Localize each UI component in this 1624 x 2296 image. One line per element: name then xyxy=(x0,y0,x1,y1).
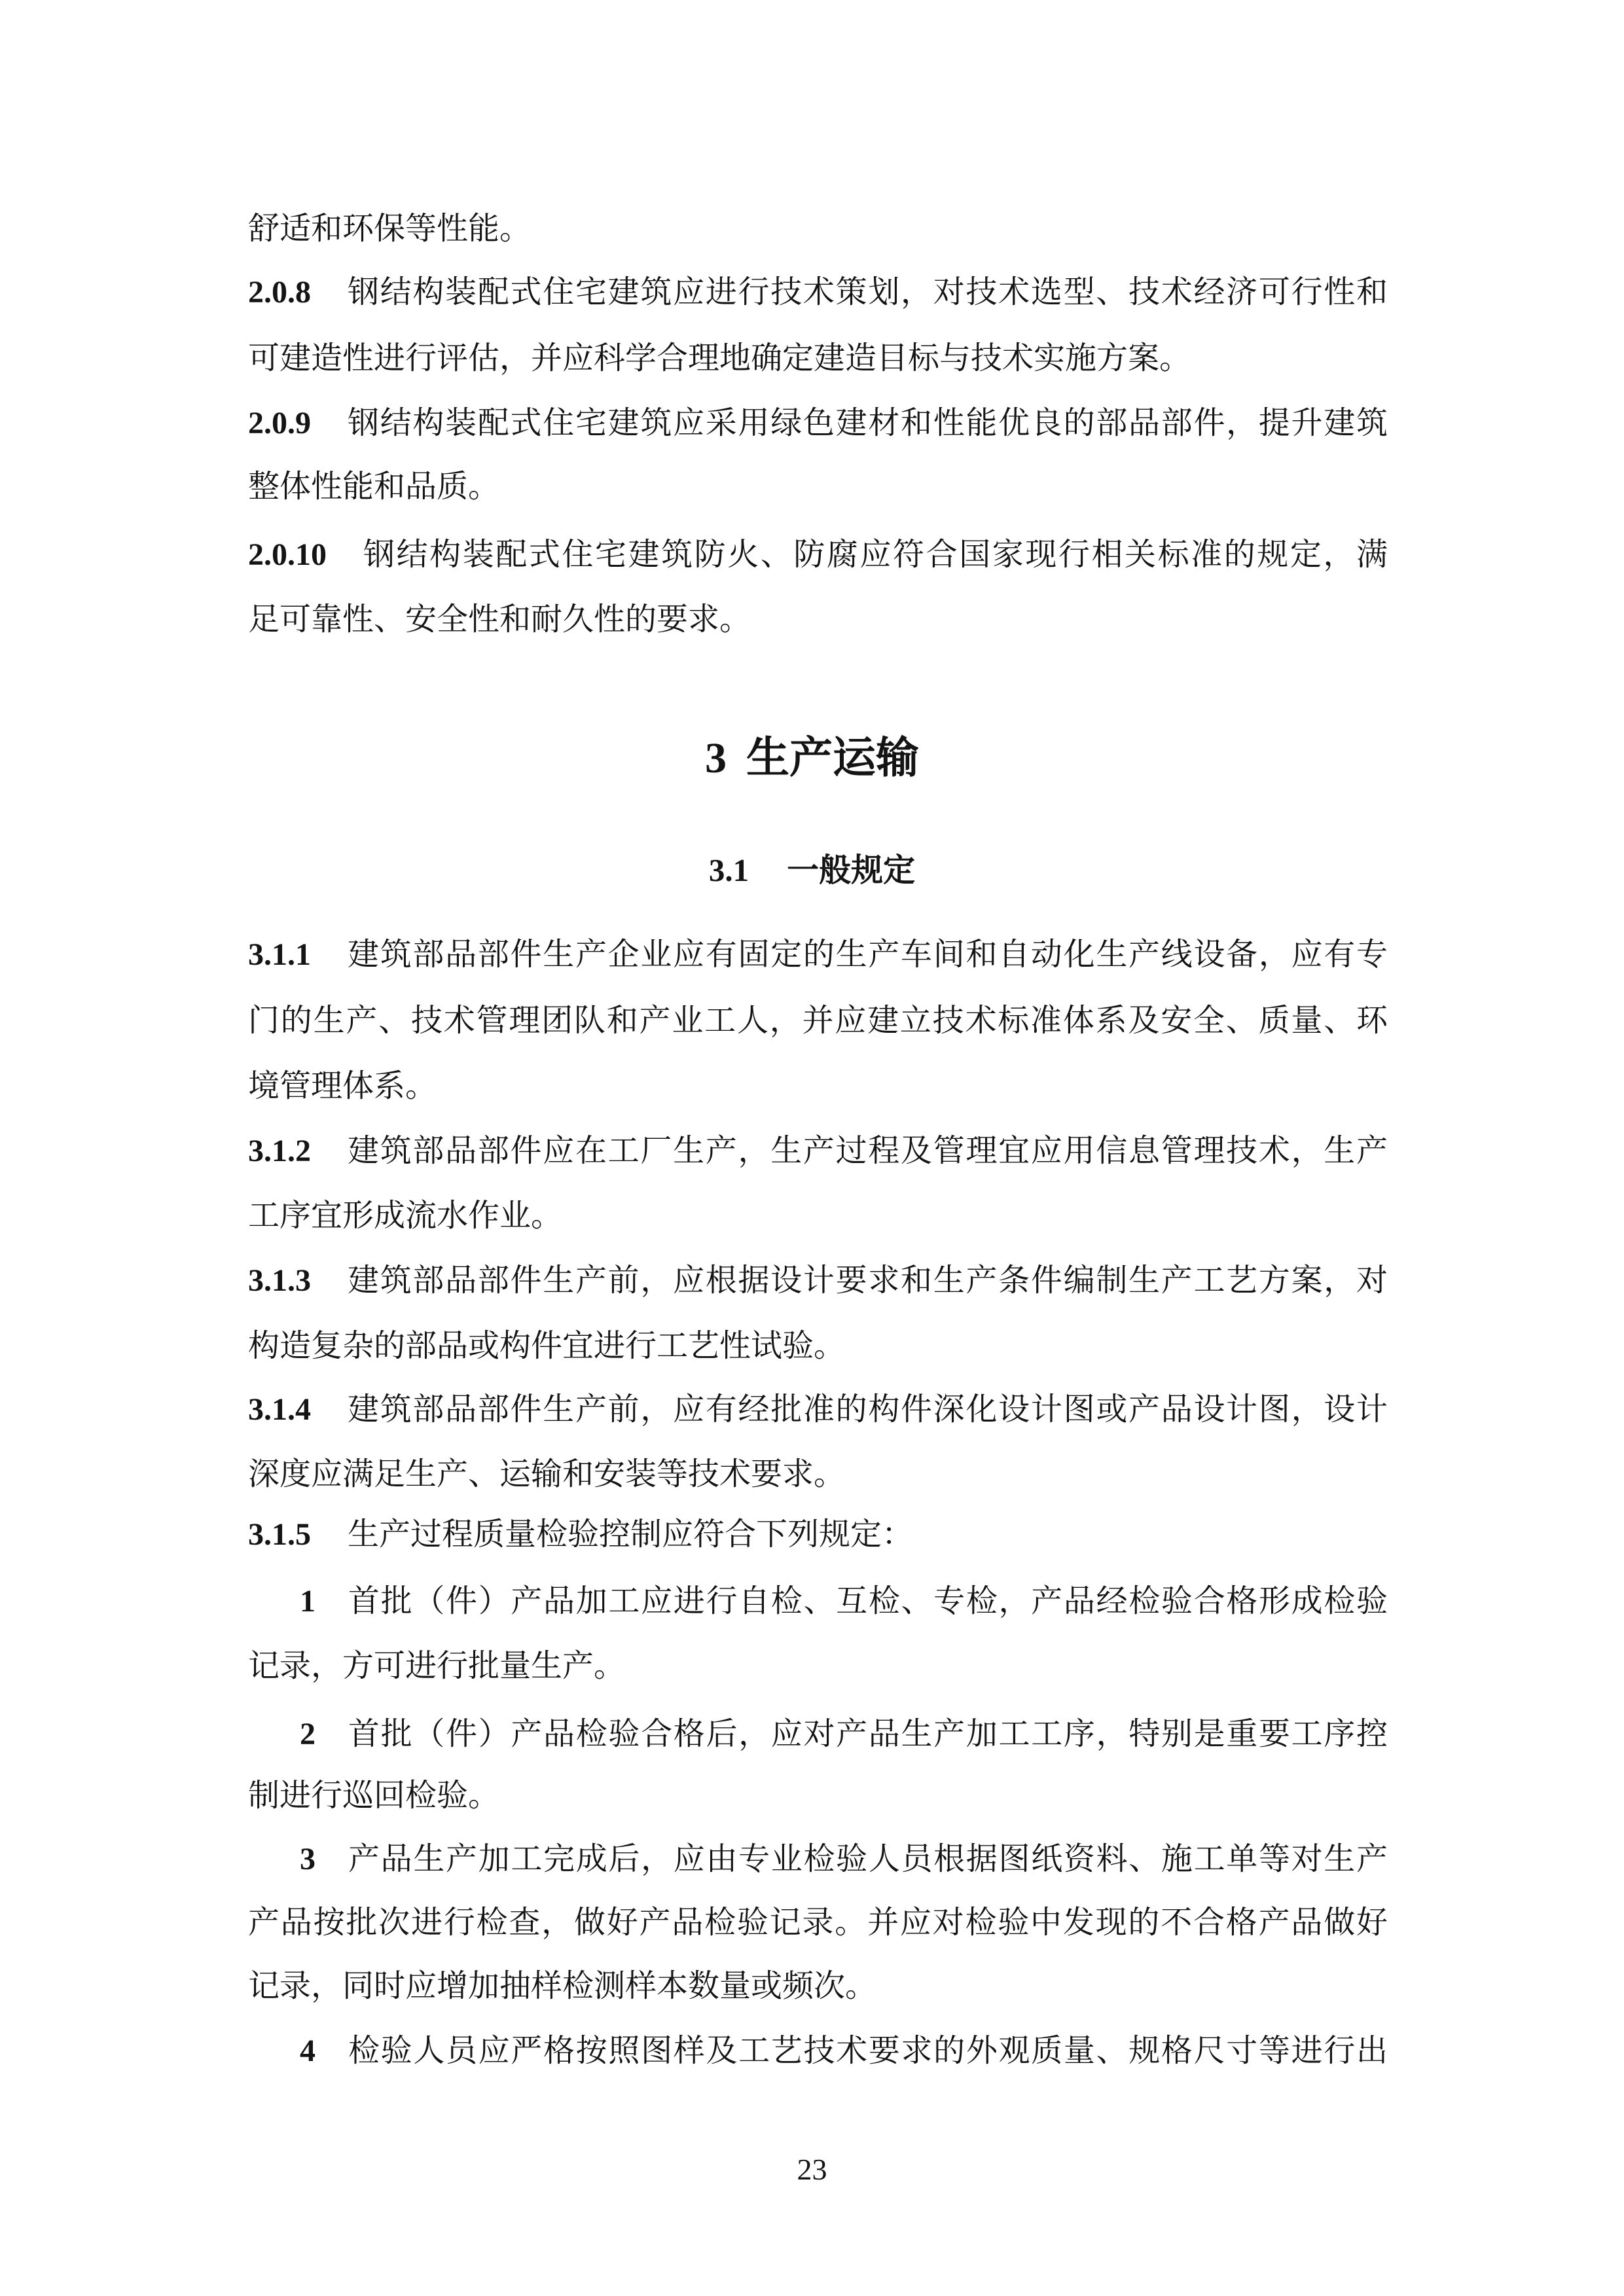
chapter-heading xyxy=(0,732,1624,785)
clause-line xyxy=(248,339,1388,378)
line-text: 产品按批次进行检查，做好产品检验记录。并应对检验中发现的不合格产品做好 xyxy=(248,1905,1388,1940)
clause-number: 3.1.5 xyxy=(248,1517,311,1552)
line-text: 整体性能和品质。 xyxy=(248,469,500,504)
clause-number: 3.1.4 xyxy=(248,1392,311,1427)
clause-number: 3.1.1 xyxy=(248,937,311,972)
continuation-line xyxy=(248,209,1388,249)
section-title: 一般规定 xyxy=(787,852,916,888)
line-text: 舒适和环保等性能。 xyxy=(248,211,532,246)
line-text: 首批（件）产品加工应进行自检、互检、专检，产品经检验合格形成检验 xyxy=(348,1584,1388,1619)
list-item-first-line xyxy=(248,1582,1388,1621)
list-item-line xyxy=(248,1967,1388,2006)
list-item-line xyxy=(248,1647,1388,1686)
clause-number: 2.0.8 xyxy=(248,275,311,310)
list-item-first-line xyxy=(248,1715,1388,1754)
line-text: 制进行巡回检验。 xyxy=(248,1778,500,1813)
clause-first-line xyxy=(248,404,1388,443)
chapter-number: 3 xyxy=(705,734,727,782)
line-text: 产品生产加工完成后，应由专业检验人员根据图纸资料、施工单等对生产 xyxy=(348,1842,1388,1876)
page-number: 23 xyxy=(797,2153,827,2186)
line-text: 建筑部品部件生产前，应有经批准的构件深化设计图或产品设计图，设计 xyxy=(348,1392,1388,1427)
clause-line xyxy=(248,1001,1388,1041)
clause-line xyxy=(248,1455,1388,1494)
list-item-first-line xyxy=(248,2032,1388,2071)
clause-first-line xyxy=(248,535,1388,575)
list-item-line xyxy=(248,1776,1388,1816)
clause-number: 2.0.9 xyxy=(248,406,311,440)
clause-number: 3.1.3 xyxy=(248,1263,311,1298)
clause-first-line xyxy=(248,1261,1388,1300)
clause-first-line xyxy=(248,273,1388,312)
list-item-number: 1 xyxy=(300,1584,316,1619)
line-text: 钢结构装配式住宅建筑应采用绿色建材和性能优良的部品部件，提升建筑 xyxy=(348,406,1388,440)
clause-line xyxy=(248,467,1388,507)
list-item-line xyxy=(248,1903,1388,1943)
line-text: 建筑部品部件生产企业应有固定的生产车间和自动化生产线设备，应有专 xyxy=(348,937,1388,972)
line-text: 可建造性进行评估，并应科学合理地确定建造目标与技术实施方案。 xyxy=(248,341,1191,376)
list-item-number: 4 xyxy=(300,2034,316,2068)
line-text: 足可靠性、安全性和耐久性的要求。 xyxy=(248,602,751,637)
line-text: 建筑部品部件生产前，应根据设计要求和生产条件编制生产工艺方案，对 xyxy=(348,1263,1388,1298)
clause-line xyxy=(248,1327,1388,1366)
line-text: 建筑部品部件应在工厂生产，生产过程及管理宜应用信息管理技术，生产 xyxy=(348,1134,1388,1168)
clause-first-line xyxy=(248,935,1388,975)
line-text: 钢结构装配式住宅建筑防火、防腐应符合国家现行相关标准的规定，满 xyxy=(363,537,1388,572)
clause-line xyxy=(248,1196,1388,1236)
clause-first-line xyxy=(248,1390,1388,1429)
clause-number: 2.0.10 xyxy=(248,537,327,572)
line-text: 首批（件）产品检验合格后，应对产品生产加工工序，特别是重要工序控 xyxy=(348,1717,1388,1751)
line-text: 工序宜形成流水作业。 xyxy=(248,1198,563,1233)
section-heading xyxy=(0,851,1624,890)
line-text: 深度应满足生产、运输和安装等技术要求。 xyxy=(248,1457,846,1492)
clause-number: 3.1.2 xyxy=(248,1134,311,1168)
clause-first-line xyxy=(248,1515,1388,1554)
section-number: 3.1 xyxy=(708,852,749,888)
line-text: 构造复杂的部品或构件宜进行工艺性试验。 xyxy=(248,1329,846,1363)
line-text: 门的生产、技术管理团队和产业工人，并应建立技术标准体系及安全、质量、环 xyxy=(248,1003,1388,1038)
line-text: 检验人员应严格按照图样及工艺技术要求的外观质量、规格尺寸等进行出 xyxy=(348,2034,1388,2068)
list-item-number: 2 xyxy=(300,1717,316,1751)
line-text: 记录，同时应增加抽样检测样本数量或频次。 xyxy=(248,1969,877,2003)
line-text: 钢结构装配式住宅建筑应进行技术策划，对技术选型、技术经济可行性和 xyxy=(348,275,1388,310)
line-text: 境管理体系。 xyxy=(248,1069,437,1103)
list-item-number: 3 xyxy=(300,1842,316,1876)
line-text: 生产过程质量检验控制应符合下列规定： xyxy=(348,1517,914,1552)
clause-line xyxy=(248,600,1388,639)
clause-line xyxy=(248,1067,1388,1106)
chapter-title: 生产运输 xyxy=(746,734,919,782)
list-item-first-line xyxy=(248,1840,1388,1879)
clause-first-line xyxy=(248,1132,1388,1171)
line-text: 记录，方可进行批量生产。 xyxy=(248,1649,626,1683)
